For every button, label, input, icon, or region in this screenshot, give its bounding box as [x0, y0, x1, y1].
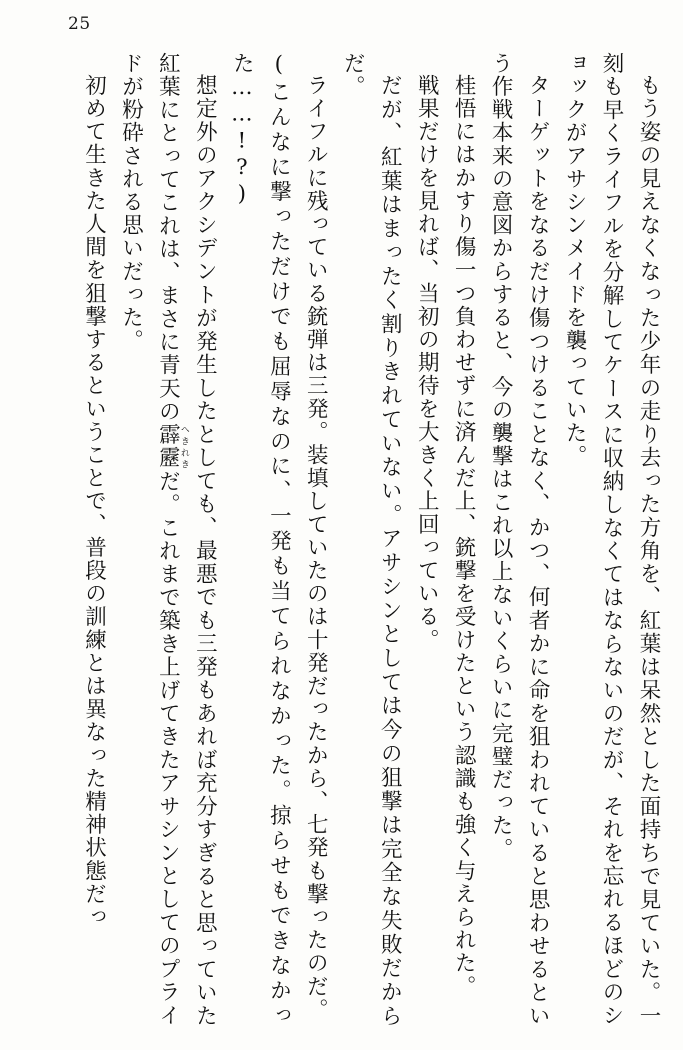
paragraph: 想定外のアクシデントが発生したとしても、最悪でも三発もあれば充分すぎると思っていた紅葉にとってこれは、まさに青天の霹靂へきれきだ。これまで築き上げてきたアサシンとしてのプライドが粉砕される思いだった。	[118, 52, 218, 1027]
paragraph: 戦果だけを見れば、当初の期待を大きく上回っている。	[414, 73, 440, 651]
page-number: 25	[68, 14, 91, 34]
page-body-text	[26, 52, 666, 1027]
paragraph: 初めて生きた人間を狙撃するということで、普段の訓練とは異なった精神状態だっ	[81, 73, 107, 929]
ruby-annotation: 霹靂へきれき	[155, 423, 189, 470]
paragraph: もう姿の見えなくなった少年の走り去った方角を、紅葉は呆然とした面持ちで見ていた。一刻も早くライフルを分解してケースに収納しなくてはならないのだが、それを忘れるほどのショックがアサシンメイドを襲っていた。	[562, 52, 661, 1027]
paragraph: ライフルに残っている銃弾は三発。装填していたのは十発だったから、七発も撃ったのだ。	[303, 73, 329, 1021]
paragraph: ターゲットをなるだけ傷つけることなく、かつ、何者かに命を狙われていると思わせるという作戦本来の意図からすると、今の襲撃はこれ以上ないくらいに完璧だった。	[488, 52, 551, 1027]
paragraph: だが、紅葉はまったく割りきれていない。アサシンとしては今の狙撃は完全な失敗だからだ。	[340, 52, 403, 1027]
paragraph: 桂悟にはかすり傷一つ負わせずに済んだ上、銃撃を受けたという認識も強く与えられた。	[451, 73, 477, 998]
paragraph: (こんなに撃っただけでも屈辱なのに、一発も当てられなかった。掠らせもできなかった……!?)	[229, 52, 292, 1027]
